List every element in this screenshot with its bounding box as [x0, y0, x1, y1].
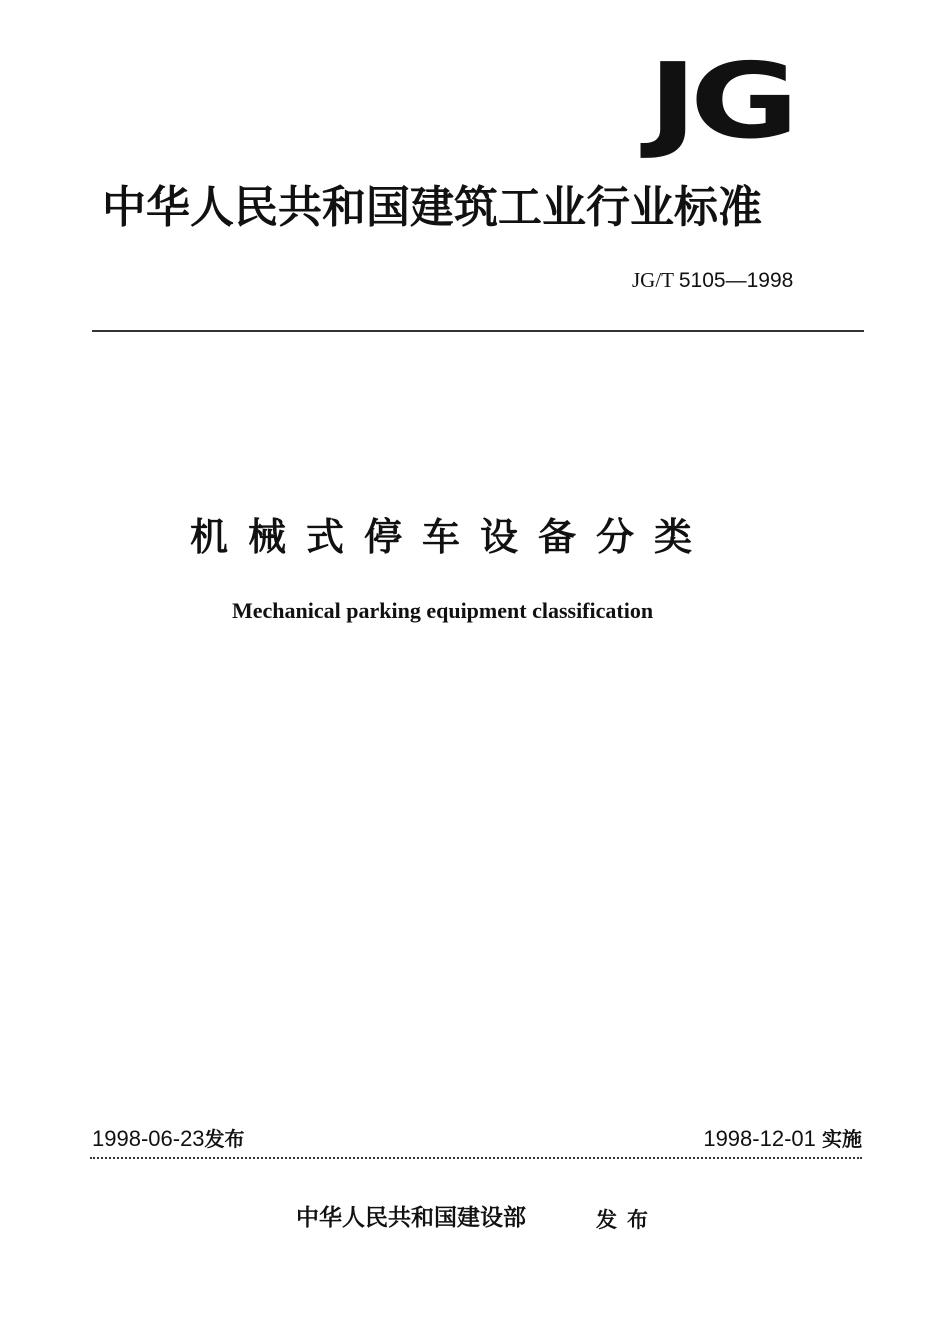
- standard-code-prefix: JG/T: [632, 268, 674, 292]
- top-divider: [92, 330, 864, 332]
- issue-date-block: [92, 1124, 245, 1154]
- standard-category-title: 中华人民共和国建筑工业行业标准: [102, 182, 762, 233]
- document-title-chinese: 机械式停车设备分类: [190, 515, 713, 559]
- jg-logo: JG: [648, 40, 792, 162]
- issue-date: 1998-06-23: [92, 1126, 205, 1151]
- standard-code: [632, 266, 832, 295]
- effective-label: 实施: [822, 1127, 862, 1151]
- effective-date: 1998-12-01: [703, 1126, 816, 1151]
- document-title-english: Mechanical parking equipment classification: [232, 598, 654, 623]
- effective-date-block: [703, 1124, 862, 1154]
- issuing-authority: 中华人民共和国建设部: [296, 1205, 526, 1231]
- bottom-divider: [90, 1157, 862, 1160]
- issue-label: 发布: [204, 1127, 245, 1151]
- issuing-action: 发布: [596, 1208, 658, 1232]
- standard-code-number: 5105—1998: [678, 269, 794, 292]
